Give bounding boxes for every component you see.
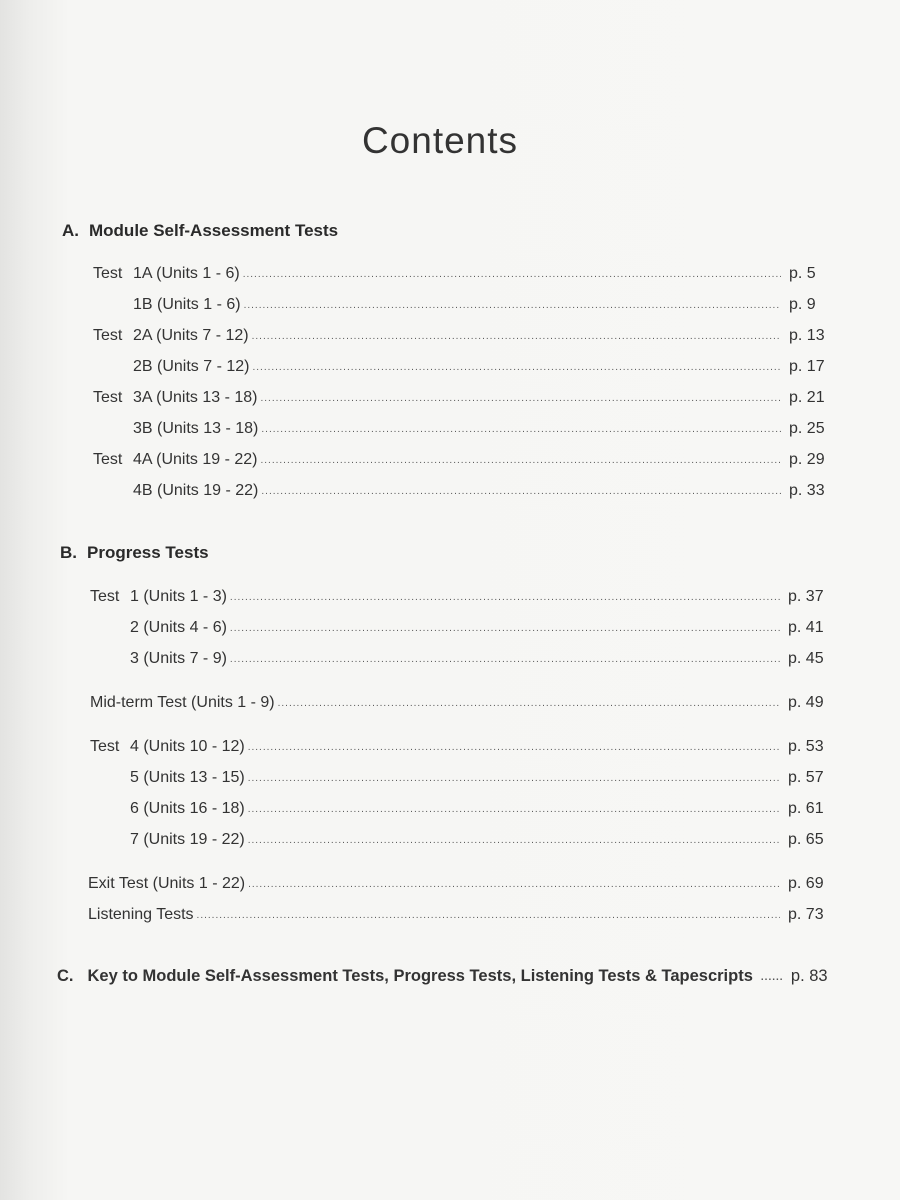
section-b-heading — [60, 543, 209, 563]
dot-leader — [761, 972, 783, 983]
entry-label: Mid-term Test (Units 1 - 9) — [90, 694, 275, 711]
entry-label: 7 (Units 19 - 22) — [130, 831, 245, 848]
page-number: p. 29 — [789, 451, 825, 468]
page-number: p. 61 — [788, 800, 824, 817]
page-number: p. 9 — [789, 296, 816, 313]
dot-leader — [197, 910, 780, 921]
toc-entry[interactable] — [90, 738, 826, 760]
toc-entry[interactable] — [90, 619, 826, 641]
page-number: p. 73 — [788, 906, 824, 923]
page-number: p. 13 — [789, 327, 825, 344]
toc-entry[interactable] — [93, 451, 827, 473]
entry-label: 2 (Units 4 - 6) — [130, 619, 227, 636]
toc-entry[interactable] — [90, 769, 826, 791]
toc-entry[interactable] — [90, 588, 826, 610]
entry-label: 6 (Units 16 - 18) — [130, 800, 245, 817]
entry-label: 3B (Units 13 - 18) — [133, 420, 259, 437]
page-number: p. 69 — [788, 875, 824, 892]
page-number: p. 25 — [789, 420, 825, 437]
section-letter: C. — [57, 967, 74, 985]
toc-entry[interactable] — [93, 265, 827, 287]
entry-label: 3 (Units 7 - 9) — [130, 650, 227, 667]
entry-prefix: Test — [90, 588, 120, 605]
entry-label: 5 (Units 13 - 15) — [130, 769, 245, 786]
page-number: p. 5 — [789, 265, 816, 282]
dot-leader — [252, 362, 781, 373]
entry-label: 4 (Units 10 - 12) — [130, 738, 245, 755]
page-number: p. 21 — [789, 389, 825, 406]
entry-label: Exit Test (Units 1 - 22) — [88, 875, 246, 892]
toc-entry[interactable] — [90, 831, 826, 853]
toc-entry[interactable] — [93, 358, 827, 380]
entry-label: 1 (Units 1 - 3) — [130, 588, 227, 605]
page-number: p. 53 — [788, 738, 824, 755]
toc-entry[interactable] — [88, 906, 826, 928]
entry-label: 3A (Units 13 - 18) — [133, 389, 258, 406]
page-number: p. 83 — [790, 967, 828, 985]
dot-leader — [230, 592, 780, 603]
dot-leader — [243, 269, 781, 280]
entry-label: Listening Tests — [88, 906, 194, 923]
dot-leader — [278, 698, 780, 709]
entry-label: 2B (Units 7 - 12) — [133, 358, 250, 375]
dot-leader — [248, 835, 780, 846]
section-c-entry[interactable] — [57, 967, 837, 989]
entry-label: 2A (Units 7 - 12) — [133, 327, 249, 344]
section-a-heading — [62, 221, 338, 241]
entry-label: 1A (Units 1 - 6) — [133, 265, 240, 282]
page-number: p. 17 — [789, 358, 825, 375]
dot-leader — [248, 804, 780, 815]
page-number: p. 37 — [788, 588, 824, 605]
toc-entry[interactable] — [88, 875, 826, 897]
section-title: Key to Module Self-Assessment Tests, Progress Tests, Listening Tests & Tapescripts — [87, 967, 753, 985]
section-letter: A. — [62, 221, 79, 240]
entry-prefix: Test — [93, 265, 123, 282]
toc-entry[interactable] — [90, 694, 826, 716]
toc-entry[interactable] — [90, 800, 826, 822]
dot-leader — [244, 300, 781, 311]
dot-leader — [252, 331, 781, 342]
entry-prefix: Test — [93, 389, 123, 406]
dot-leader — [248, 773, 780, 784]
entry-prefix: Test — [93, 327, 123, 344]
entry-prefix: Test — [90, 738, 120, 755]
page-number: p. 49 — [788, 694, 824, 711]
page-title: Contents — [361, 120, 519, 161]
toc-entry[interactable] — [93, 296, 827, 318]
entry-prefix: Test — [93, 451, 123, 468]
toc-entry[interactable] — [93, 482, 827, 504]
dot-leader — [261, 455, 782, 466]
dot-leader — [261, 424, 781, 435]
entry-label: 4B (Units 19 - 22) — [133, 482, 259, 499]
toc-entry[interactable] — [93, 420, 827, 442]
dot-leader — [248, 879, 780, 890]
page-number: p. 65 — [788, 831, 824, 848]
section-title: Progress Tests — [87, 543, 209, 562]
dot-leader — [248, 742, 780, 753]
section-title: Module Self-Assessment Tests — [89, 221, 339, 240]
dot-leader — [261, 486, 781, 497]
page-number: p. 41 — [788, 619, 824, 636]
section-letter: B. — [60, 543, 77, 562]
entry-label: 1B (Units 1 - 6) — [133, 296, 241, 313]
entry-label: 4A (Units 19 - 22) — [133, 451, 258, 468]
toc-entry[interactable] — [93, 327, 827, 349]
page-number: p. 45 — [788, 650, 824, 667]
dot-leader — [230, 623, 780, 634]
dot-leader — [230, 654, 780, 665]
toc-entry[interactable] — [90, 650, 826, 672]
dot-leader — [261, 393, 782, 404]
page-number: p. 33 — [789, 482, 825, 499]
toc-entry[interactable] — [93, 389, 827, 411]
page-number: p. 57 — [788, 769, 824, 786]
